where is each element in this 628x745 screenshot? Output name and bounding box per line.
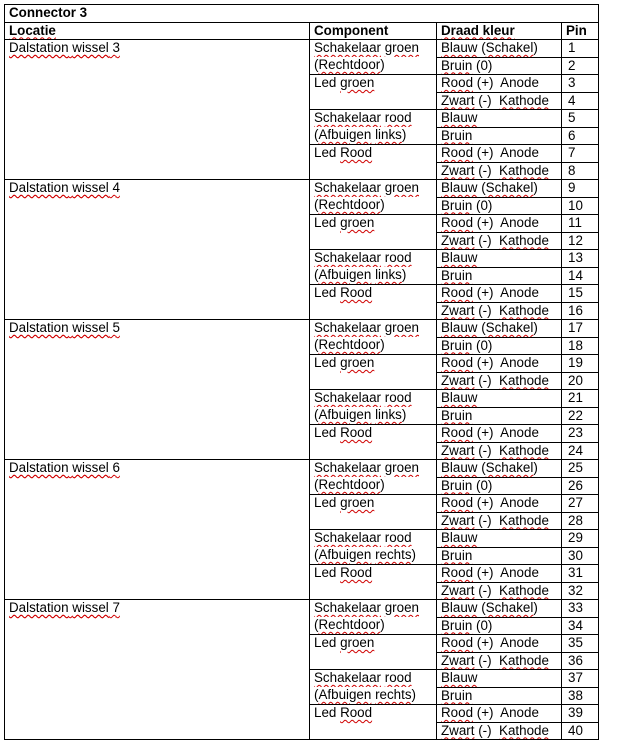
wire-color-text: Bruin (0) [441, 197, 493, 213]
pin-cell: 36 [562, 652, 599, 670]
wire-color-text: Blauw [441, 250, 478, 265]
wire-color-text: Rood (+) Anode [441, 635, 539, 650]
pin-cell: 25 [562, 460, 599, 478]
switch-green-direction [310, 57, 437, 75]
wire-color-text: Zwart (-) Kathode [441, 442, 549, 458]
wire-color-text: Bruin [441, 407, 473, 423]
switch-green-direction [310, 197, 437, 215]
led-green-label [310, 75, 437, 110]
led-red-label-text: Led Rood [314, 565, 373, 580]
location-cell [5, 320, 310, 460]
wire-color-text: Zwart (-) Kathode [441, 302, 549, 318]
wire-color-text: Zwart (-) Kathode [441, 652, 549, 668]
wire-color-cell [437, 617, 562, 635]
wire-color-text: Bruin [441, 267, 473, 283]
led-green-label [310, 355, 437, 390]
wire-color-text: Rood (+) Anode [441, 145, 539, 160]
switch-green-label [310, 320, 437, 338]
pin-cell: 17 [562, 320, 599, 338]
wire-color-text: Rood (+) Anode [441, 75, 539, 90]
switch-green-label-text: Schakelaar groen [314, 320, 419, 335]
wire-color-text: Rood (+) Anode [441, 215, 539, 230]
switch-green-label-text: Schakelaar groen [314, 600, 419, 615]
switch-red-label-text: Schakelaar rood [314, 390, 412, 405]
switch-green-direction-text: (Rechtdoor) [314, 617, 385, 632]
wire-color-cell [437, 127, 562, 145]
switch-green-label-text: Schakelaar groen [314, 40, 419, 55]
wire-color-cell [437, 687, 562, 705]
wire-color-text: Bruin [441, 547, 473, 563]
switch-red-label-text: Schakelaar rood [314, 670, 412, 685]
wire-color-cell [437, 442, 562, 460]
switch-red-label [310, 390, 437, 408]
switch-red-label [310, 110, 437, 128]
wire-color-cell [437, 250, 562, 268]
led-green-label [310, 635, 437, 670]
pin-cell: 6 [562, 127, 599, 145]
switch-red-label-text: Schakelaar rood [314, 110, 412, 125]
wire-color-text: Blauw (Schakel) [441, 320, 538, 335]
switch-red-label-text: Schakelaar rood [314, 530, 412, 545]
pin-cell: 16 [562, 302, 599, 320]
wire-color-cell [437, 652, 562, 670]
switch-red-label [310, 530, 437, 548]
wire-color-cell [437, 390, 562, 408]
wire-color-text: Blauw [441, 390, 478, 405]
wire-color-cell [437, 372, 562, 390]
wire-color-cell [437, 495, 562, 513]
wire-color-cell [437, 600, 562, 618]
location-cell [5, 600, 310, 740]
led-green-label-text: Led groen [314, 635, 375, 650]
led-green-label-text: Led groen [314, 215, 375, 230]
pin-cell: 33 [562, 600, 599, 618]
wire-color-text: Rood (+) Anode [441, 425, 539, 440]
led-red-label-text: Led Rood [314, 285, 373, 300]
switch-red-direction [310, 267, 437, 285]
wire-color-text: Rood (+) Anode [441, 355, 539, 370]
switch-green-label-text: Schakelaar groen [314, 460, 419, 475]
header-wire-color [437, 22, 562, 40]
wire-color-cell [437, 477, 562, 495]
pin-cell: 40 [562, 722, 599, 740]
pin-cell: 39 [562, 705, 599, 723]
location-cell [5, 180, 310, 320]
wire-color-cell [437, 565, 562, 583]
wire-color-text: Bruin [441, 127, 473, 143]
pin-cell: 37 [562, 670, 599, 688]
document [4, 4, 599, 740]
led-red-label-text: Led Rood [314, 705, 373, 720]
pin-cell: 13 [562, 250, 599, 268]
table-row [5, 600, 599, 618]
location-text: Dalstation wissel 3 [9, 40, 120, 55]
location-cell [5, 40, 310, 180]
wire-color-cell [437, 460, 562, 478]
pin-cell: 5 [562, 110, 599, 128]
header-component: Component [310, 22, 437, 40]
switch-green-direction-text: (Rechtdoor) [314, 197, 385, 212]
wire-color-cell [437, 302, 562, 320]
wire-color-text: Bruin (0) [441, 617, 493, 633]
wire-color-cell [437, 232, 562, 250]
wire-color-cell [437, 57, 562, 75]
switch-green-label [310, 600, 437, 618]
switch-green-direction [310, 617, 437, 635]
switch-red-direction-text: (Afbuigen rechts) [314, 547, 417, 562]
wire-color-cell [437, 285, 562, 303]
wire-color-cell [437, 320, 562, 338]
wire-color-cell [437, 547, 562, 565]
wire-color-cell [437, 162, 562, 180]
pin-cell: 10 [562, 197, 599, 215]
wire-color-cell [437, 530, 562, 548]
switch-green-direction [310, 337, 437, 355]
connector-table [4, 4, 599, 740]
wire-color-cell [437, 512, 562, 530]
pin-cell: 20 [562, 372, 599, 390]
location-text: Dalstation wissel 6 [9, 460, 120, 475]
wire-color-text: Rood (+) Anode [441, 285, 539, 300]
wire-color-text: Zwart (-) Kathode [441, 232, 549, 248]
wire-color-cell [437, 635, 562, 653]
pin-cell: 30 [562, 547, 599, 565]
wire-color-cell [437, 670, 562, 688]
wire-color-text: Bruin [441, 687, 473, 703]
table-row [5, 460, 599, 478]
switch-green-direction-text: (Rechtdoor) [314, 337, 385, 352]
pin-cell: 4 [562, 92, 599, 110]
location-text: Dalstation wissel 4 [9, 180, 120, 195]
wire-color-cell [437, 705, 562, 723]
wire-color-text: Rood (+) Anode [441, 565, 539, 580]
switch-red-direction-text: (Afbuigen links) [314, 407, 407, 422]
pin-cell: 28 [562, 512, 599, 530]
wire-color-cell [437, 110, 562, 128]
table-row [5, 40, 599, 58]
switch-green-label [310, 40, 437, 58]
switch-green-direction-text: (Rechtdoor) [314, 57, 385, 72]
header-wire-color-text: Draad kleur [441, 22, 515, 38]
wire-color-cell [437, 582, 562, 600]
switch-green-label [310, 180, 437, 198]
wire-color-cell [437, 40, 562, 58]
wire-color-text: Blauw [441, 670, 478, 685]
wire-color-text: Zwart (-) Kathode [441, 512, 549, 528]
pin-cell: 38 [562, 687, 599, 705]
led-red-label-text: Led Rood [314, 425, 373, 440]
wire-color-text: Zwart (-) Kathode [441, 582, 549, 598]
wire-color-cell [437, 92, 562, 110]
pin-cell: 35 [562, 635, 599, 653]
switch-red-direction [310, 127, 437, 145]
pin-cell: 29 [562, 530, 599, 548]
header-pin: Pin [562, 22, 599, 40]
led-red-label-text: Led Rood [314, 145, 373, 160]
switch-green-direction [310, 477, 437, 495]
wire-color-text: Zwart (-) Kathode [441, 372, 549, 388]
wire-color-cell [437, 425, 562, 443]
wire-color-cell [437, 722, 562, 740]
wire-color-text: Bruin (0) [441, 337, 493, 353]
led-red-label [310, 705, 437, 740]
wire-color-cell [437, 180, 562, 198]
led-green-label [310, 495, 437, 530]
table-body [5, 40, 599, 740]
pin-cell: 15 [562, 285, 599, 303]
led-red-label [310, 565, 437, 600]
pin-cell: 7 [562, 145, 599, 163]
led-green-label [310, 215, 437, 250]
pin-cell: 9 [562, 180, 599, 198]
pin-cell: 12 [562, 232, 599, 250]
led-red-label [310, 425, 437, 460]
pin-cell: 31 [562, 565, 599, 583]
wire-color-text: Zwart (-) Kathode [441, 92, 549, 108]
wire-color-cell [437, 145, 562, 163]
pin-cell: 34 [562, 617, 599, 635]
wire-color-cell [437, 337, 562, 355]
led-green-label-text: Led groen [314, 495, 375, 510]
wire-color-cell [437, 267, 562, 285]
switch-red-direction [310, 407, 437, 425]
wire-color-text: Rood (+) Anode [441, 705, 539, 720]
switch-red-direction-text: (Afbuigen links) [314, 127, 407, 142]
pin-cell: 1 [562, 40, 599, 58]
wire-color-cell [437, 407, 562, 425]
pin-cell: 22 [562, 407, 599, 425]
switch-green-direction-text: (Rechtdoor) [314, 477, 385, 492]
pin-cell: 2 [562, 57, 599, 75]
switch-red-label [310, 250, 437, 268]
switch-red-label [310, 670, 437, 688]
wire-color-text: Bruin (0) [441, 57, 493, 73]
pin-cell: 27 [562, 495, 599, 513]
wire-color-text: Zwart (-) Kathode [441, 162, 549, 178]
wire-color-text: Blauw (Schakel) [441, 460, 538, 475]
led-red-label [310, 285, 437, 320]
wire-color-cell [437, 215, 562, 233]
pin-cell: 24 [562, 442, 599, 460]
table-row [5, 320, 599, 338]
wire-color-text: Blauw [441, 530, 478, 545]
pin-cell: 23 [562, 425, 599, 443]
switch-red-direction-text: (Afbuigen rechts) [314, 687, 417, 702]
title-row [5, 5, 599, 23]
pin-cell: 26 [562, 477, 599, 495]
wire-color-cell [437, 197, 562, 215]
switch-green-label [310, 460, 437, 478]
wire-color-cell [437, 355, 562, 373]
header-row [5, 22, 599, 40]
pin-cell: 14 [562, 267, 599, 285]
pin-cell: 11 [562, 215, 599, 233]
wire-color-text: Blauw (Schakel) [441, 600, 538, 615]
pin-cell: 8 [562, 162, 599, 180]
wire-color-text: Bruin (0) [441, 477, 493, 493]
wire-color-text: Zwart (-) Kathode [441, 722, 549, 738]
pin-cell: 18 [562, 337, 599, 355]
table-row [5, 180, 599, 198]
location-text: Dalstation wissel 7 [9, 600, 120, 615]
pin-cell: 19 [562, 355, 599, 373]
led-red-label [310, 145, 437, 180]
location-cell [5, 460, 310, 600]
switch-green-label-text: Schakelaar groen [314, 180, 419, 195]
pin-cell: 3 [562, 75, 599, 93]
header-location: Locatie [5, 22, 310, 40]
wire-color-text: Blauw [441, 110, 478, 125]
pin-cell: 21 [562, 390, 599, 408]
wire-color-text: Rood (+) Anode [441, 495, 539, 510]
location-text: Dalstation wissel 5 [9, 320, 120, 335]
led-green-label-text: Led groen [314, 355, 375, 370]
pin-cell: 32 [562, 582, 599, 600]
switch-red-label-text: Schakelaar rood [314, 250, 412, 265]
table-title: Connector 3 [5, 5, 599, 23]
wire-color-text: Blauw (Schakel) [441, 40, 538, 55]
switch-red-direction-text: (Afbuigen links) [314, 267, 407, 282]
wire-color-text: Blauw (Schakel) [441, 180, 538, 195]
switch-red-direction [310, 547, 437, 565]
switch-red-direction [310, 687, 437, 705]
wire-color-cell [437, 75, 562, 93]
led-green-label-text: Led groen [314, 75, 375, 90]
